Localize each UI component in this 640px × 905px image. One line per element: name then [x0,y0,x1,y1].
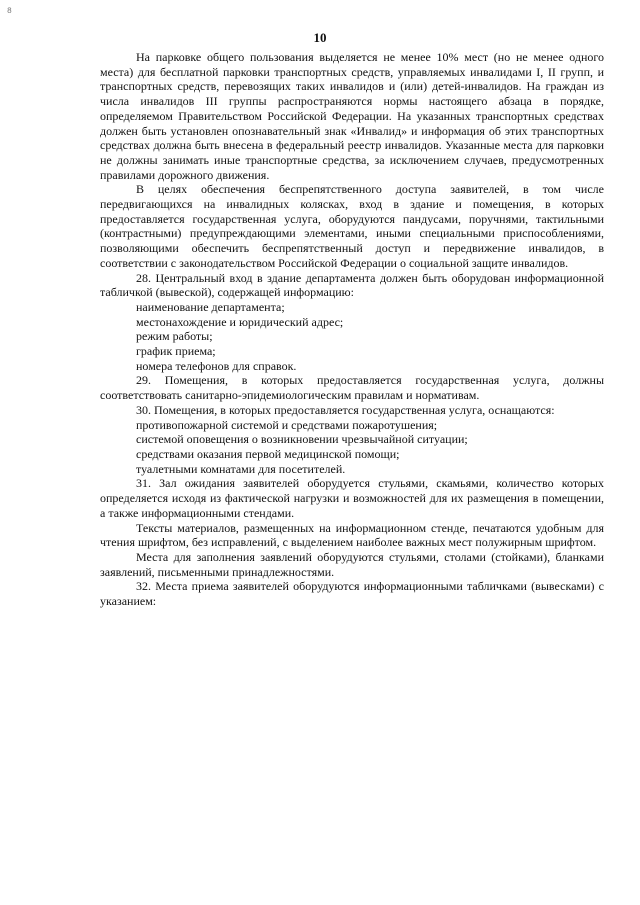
list-item: системой оповещения о возникновении чрезвычайной ситуации; [136,432,468,447]
list-item: средствами оказания первой медицинской помощи; [136,446,400,461]
list-item: график приема; [136,344,216,359]
list-item: туалетными комнатами для посетителей. [136,461,346,476]
list-item: местонахождение и юридический адрес; [136,314,344,329]
paragraph-stand-texts: Тексты материалов, размещенных на информационном стенде, печатаются удобным для чтения шрифтом, без исправлений, с выделением наиболее важных мест полужирным шрифтом. [100,520,604,550]
paragraph-parking: На парковке общего пользования выделяется не менее 10% мест (но не менее одного места) для бесплатной парковки транспортных средств, управляемых инвалидами I, II групп, и транспортных средств, перевозящих таких инвалидов и (или) детей-инвалидов. На граждан из числа инвалидов III группы распространяются нормы настоящего абзаца в порядке, определяемом Правительством Российской Федерации. На указанных транспортных средствах должен быть установлен опознавательный знак «Инвалид» и информация об этих транспортных средствах должна быть внесена в федеральный реестр инвалидов. Указанные места для парковки не должны занимать иные транспортные средства, за исключением случаев, предусмотренных правилами дорожного движения. [100,50,604,182]
paragraph-30: 30. Помещения, в которых предоставляется государственная услуга, оснащаются: [136,402,555,417]
body-text [100,50,604,609]
list-item: режим работы; [136,329,213,344]
paragraph-28: 28. Центральный вход в здание департамента должен быть оборудован информационной табличкой (вывеской), содержащей информацию: [100,270,604,300]
list-item: наименование департамента; [136,299,285,314]
paragraph-forms-area: Места для заполнения заявлений оборудуются стульями, столами (стойками), бланками заявлений, письменными принадлежностями. [100,549,604,579]
list-item: номера телефонов для справок. [136,358,297,373]
paragraph-31: 31. Зал ожидания заявителей оборудуется стульями, скамьями, количество которых определяется исходя из фактической нагрузки и возможностей для их размещения в помещении, а также информационными стендами. [100,476,604,520]
paragraph-32: 32. Места приема заявителей оборудуются информационными табличками (вывесками) с указанием: [100,579,604,609]
paragraph-29: 29. Помещения, в которых предоставляется государственная услуга, должны соответствовать санитарно-эпидемиологическим правилам и нормативам. [100,373,604,403]
list-item: противопожарной системой и средствами пожаротушения; [136,417,438,432]
page-number: 10 [313,30,327,45]
corner-mark: 8 [7,7,12,16]
paragraph-accessibility: В целях обеспечения беспрепятственного доступа заявителей, в том числе передвигающихся на инвалидных колясках, вход в здание и помещения, в которых предоставляется государственная услуга, оборудуются пандусами, поручнями, тактильными (контрастными) предупреждающими элементами, иными специальными приспособлениями, позволяющими обеспечить беспрепятственный доступ и передвижение инвалидов, в соответствии с законодательством Российской Федерации о социальной защите инвалидов. [100,182,604,270]
